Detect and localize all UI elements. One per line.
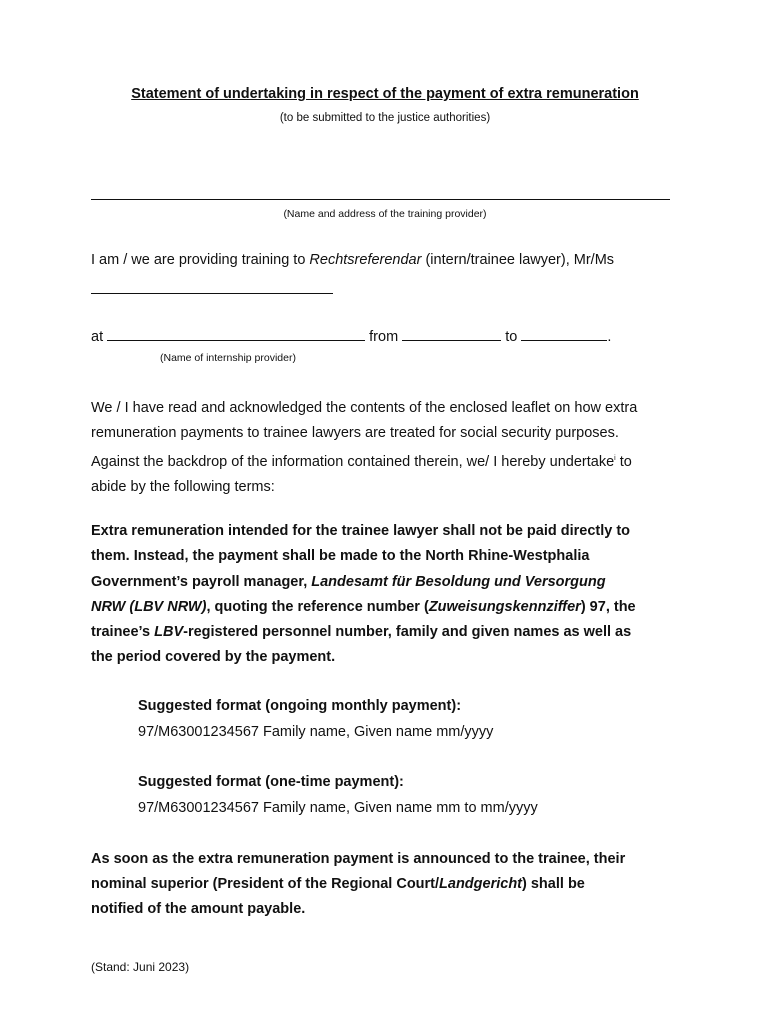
terms-authority-name: Landesamt für Besoldung und Versorgung (311, 573, 606, 590)
monthly-format-heading: Suggested format (ongoing monthly payment): (138, 698, 462, 714)
terms-paragraph (91, 519, 691, 671)
from-date-blank (402, 328, 501, 341)
period-end: . (607, 329, 612, 345)
to-label: to (505, 329, 518, 345)
notify-line-2 (91, 872, 691, 897)
intro-term: Rechtsreferendar (309, 252, 422, 268)
notify-line-1: As soon as the extra remuneration payment is announced to the trainee, their (91, 851, 626, 867)
terms-line-4-mid: , quoting the reference number ( (206, 598, 429, 615)
terms-line-3 (91, 570, 691, 595)
to-date-blank (521, 328, 607, 341)
terms-line-5-prefix: trainee’s (91, 624, 155, 641)
onetime-format-heading: Suggested format (one-time payment): (138, 774, 404, 790)
notify-line-2-prefix: nominal superior (President of the Regional Court/ (91, 876, 440, 892)
notify-line-3: notified of the amount payable. (91, 901, 306, 917)
ack-line-3-prefix: Against the backdrop of the information contained therein, we/ I hereby undertake (91, 453, 615, 470)
notification-paragraph (91, 847, 691, 922)
terms-line-5 (91, 620, 691, 645)
ack-line-4: abide by the following terms: (91, 478, 275, 495)
trainee-name-blank (91, 293, 333, 294)
footnote-marker: i (614, 455, 616, 462)
terms-line-6: the period covered by the payment. (91, 649, 336, 666)
terms-line-4 (91, 595, 691, 620)
acknowledgement-paragraph (91, 396, 691, 500)
notify-court-term: Landgericht (439, 876, 523, 892)
from-label: from (369, 329, 399, 345)
monthly-format-value: 97/M63001234567 Family name, Given name mm/yyyy (138, 724, 494, 740)
internship-provider-blank (107, 328, 365, 341)
document-title: Statement of undertaking in respect of the payment of extra remuneration (131, 86, 639, 102)
terms-authority-abbrev: NRW (LBV NRW) (91, 598, 207, 615)
terms-line-2: them. Instead, the payment shall be made to the North Rhine-Westphalia (91, 548, 590, 565)
at-label: at (91, 329, 104, 345)
ack-line-2: remuneration payments to trainee lawyers are treated for social security purposes. (91, 425, 619, 441)
intro-sentence (91, 252, 614, 268)
intern-caption: (Name of internship provider) (160, 352, 296, 364)
intro-suffix: (intern/trainee lawyer), Mr/Ms (421, 252, 615, 268)
period-line (91, 328, 611, 345)
terms-line-1: Extra remuneration intended for the trainee lawyer shall not be paid directly to (91, 523, 631, 539)
terms-lbv: LBV (154, 624, 184, 641)
provider-caption: (Name and address of the training provider) (283, 208, 487, 220)
terms-line-3-prefix: Government’s payroll manager, (91, 573, 312, 590)
terms-line-4-suffix: ) 97, the (580, 598, 636, 615)
terms-line-5-suffix: -registered personnel number, family and given names as well as (183, 624, 632, 641)
ack-line-1: We / I have read and acknowledged the contents of the enclosed leaflet on how extra (91, 400, 638, 416)
provider-name-blank (91, 199, 670, 200)
document-subtitle: (to be submitted to the justice authorities) (279, 112, 491, 124)
ack-line-3-suffix: to (615, 453, 632, 470)
terms-reference-term: Zuweisungskennziffer (428, 598, 581, 615)
notify-line-2-suffix: ) shall be (522, 876, 585, 892)
ack-line-3 (91, 446, 691, 475)
intro-prefix: I am / we are providing training to (91, 252, 310, 268)
version-footer: (Stand: Juni 2023) (91, 960, 190, 974)
onetime-format-value: 97/M63001234567 Family name, Given name mm to mm/yyyy (138, 800, 538, 816)
